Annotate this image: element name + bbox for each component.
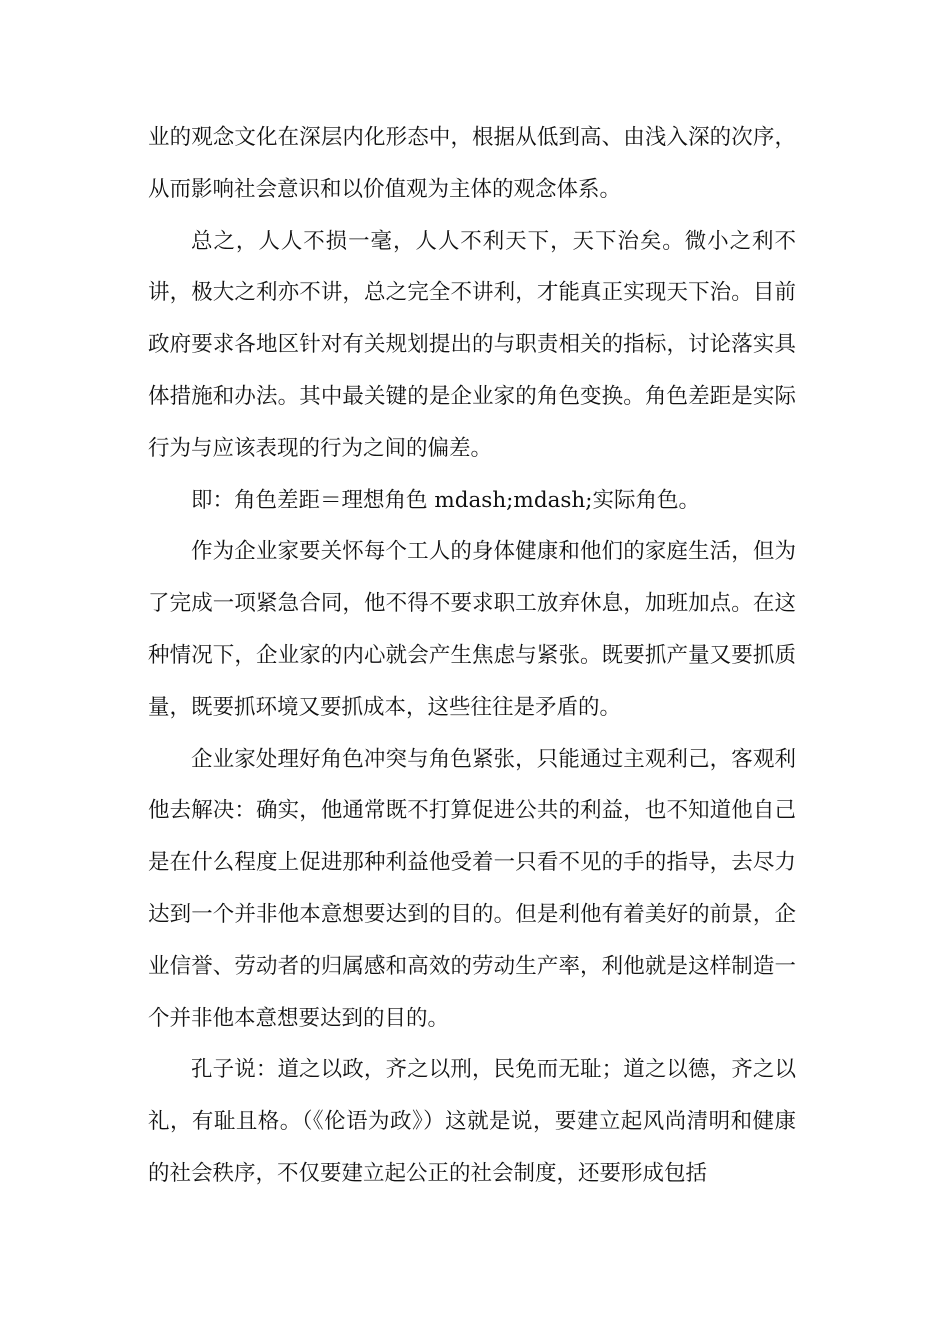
paragraph-role-gap-formula: 即：角色差距＝理想角色 mdash;mdash;实际角色。 — [191, 487, 701, 513]
document-body — [148, 112, 796, 1200]
paragraph-role-change: 总之，人人不损一毫，人人不利天下，天下治矣。微小之利不讲，极大之利亦不讲，总之完全不讲利，才能真正实现天下治。目前政府要求各地区针对有关规划提出的与职责相关的指标，讨论落实具体措施和办法。其中最关键的是企业家的角色变换。角色差距是实际行为与应该表现的行为之间的偏差。 — [148, 228, 796, 461]
paragraph-self-interest-altruism: 企业家处理好角色冲突与角色紧张，只能通过主观利己，客观利他去解决：确实，他通常既不打算促进公共的利益，也不知道他自己是在什么程度上促进那种利益他受着一只看不见的手的指导，去尽力达到一个并非他本意想要达到的目的。但是利他有着美好的前景，企业信誉、劳动者的归属感和高效的劳动生产率，利他就是这样制造一个并非他本意想要达到的目的。 — [148, 746, 796, 1031]
paragraph-continuation: 业的观念文化在深层内化形态中，根据从低到高、由浅入深的次序，从而影响社会意识和以价值观为主体的观念体系。 — [148, 125, 796, 202]
paragraph-role-conflict: 作为企业家要关怀每个工人的身体健康和他们的家庭生活，但为了完成一项紧急合同，他不得不要求职工放弃休息，加班加点。在这种情况下，企业家的内心就会产生焦虑与紧张。既要抓产量又要抓质量，既要抓环境又要抓成本，这些往往是矛盾的。 — [148, 539, 796, 720]
paragraph-confucius-quote: 孔子说：道之以政，齐之以刑，民免而无耻；道之以德，齐之以礼，有耻且格。（《伦语为政》）这就是说，要建立起风尚清明和健康的社会秩序，不仅要建立起公正的社会制度，还要形成包括 — [148, 1057, 796, 1186]
